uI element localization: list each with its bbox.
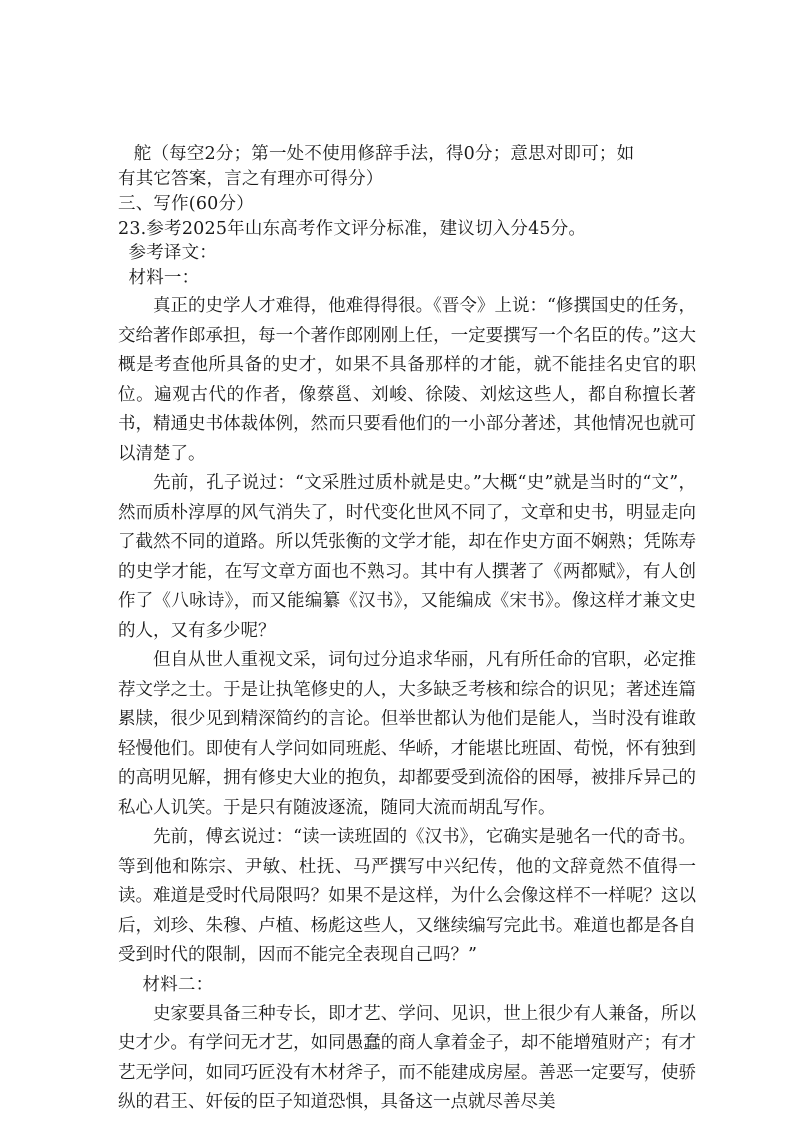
material-2-label: 材料二： xyxy=(142,974,214,995)
material-1-paragraph-4: 先前，傅玄说过：“读一读班固的《汉书》，它确实是驰名一代的奇书。等到他和陈宗、尹敏、杜抚、马严撰写中兴纪传，他的文辞竟然不值得一读。难道是受时代局限吗？如果不是这样，为什么会像这样不一样呢？这以后，刘珍、朱穆、卢植、杨彪这些人，又继续编写完此书。难道也都是各自受到时代的限制，因而不能完全表现自己吗？” xyxy=(118,827,696,965)
material-1-paragraph-1: 真正的史学人才难得，他难得得很。《晋令》上说：“修撰国史的任务，交给著作郎承担，每一个著作郎刚刚上任，一定要撰写一个名臣的传。”这大概是考查他所具备的史才，如果不具备那样的才能，就不能挂名史官的职位。遍观古代的作者，像蔡邕、刘峻、徐陵、刘炫这些人，都自称擅长著书，精通史书体裁体例，然而只要看他们的一小部分著述，其他情况也就可以清楚了。 xyxy=(118,296,696,464)
document-page xyxy=(118,142,696,1118)
material-1-paragraph-2: 先前，孔子说过：“文采胜过质朴就是史。”大概“史”就是当时的“文”，然而质朴淳厚的风气消失了，时代变化世风不同了，文章和史书，明显走向了截然不同的道路。所以凭张衡的文学才能，却在作史方面不娴熟；凭陈寿的史学才能，在写文章方面也不熟习。其中有人撰著了《两都赋》，有人创作了《八咏诗》，而又能编纂《汉书》，又能编成《宋书》。像这样才兼文史的人，又有多少呢？ xyxy=(118,473,696,641)
material-2-paragraph-1: 史家要具备三种专长，即才艺、学问、见识，世上很少有人兼备，所以史才少。有学问无才艺，如同愚蠢的商人拿着金子，却不能增殖财产；有才艺无学问，如同巧匠没有木材斧子，而不能建成房屋。善恶一定要写，使骄纵的君王、奸佞的臣子知道恐惧，具备这一点就尽善尽美 xyxy=(118,1003,696,1112)
section-3-title: 三、写作(60分） xyxy=(118,194,254,214)
question-23: 23.参考2025年山东高考作文评分标准，建议切入分45分。 xyxy=(118,218,587,239)
material-1-paragraph-3: 但自从世人重视文采，词句过分追求华丽，凡有所任命的官职，必定推荐文学之士。于是让执笔修史的人，大多缺乏考核和综合的识见；著述连篇累牍，很少见到精深简约的言论。但举世都认为他们是能人，当时没有谁敢轻慢他们。即使有人学问如同班彪、华峤，才能堪比班固、荀悦，怀有独到的高明见解，拥有修史大业的抱负，却都要受到流俗的困辱，被排斥异己的私心人讥笑。于是只有随波逐流，随同大流而胡乱写作。 xyxy=(118,650,696,818)
scoring-note-line-1: 舵（每空2分；第一处不使用修辞手法，得0分；意思对即可；如 xyxy=(133,144,635,164)
translation-label: 参考译文： xyxy=(128,243,217,263)
scoring-note-line-2: 有其它答案，言之有理亦可得分） xyxy=(118,168,384,189)
material-1-label: 材料一： xyxy=(128,267,200,288)
